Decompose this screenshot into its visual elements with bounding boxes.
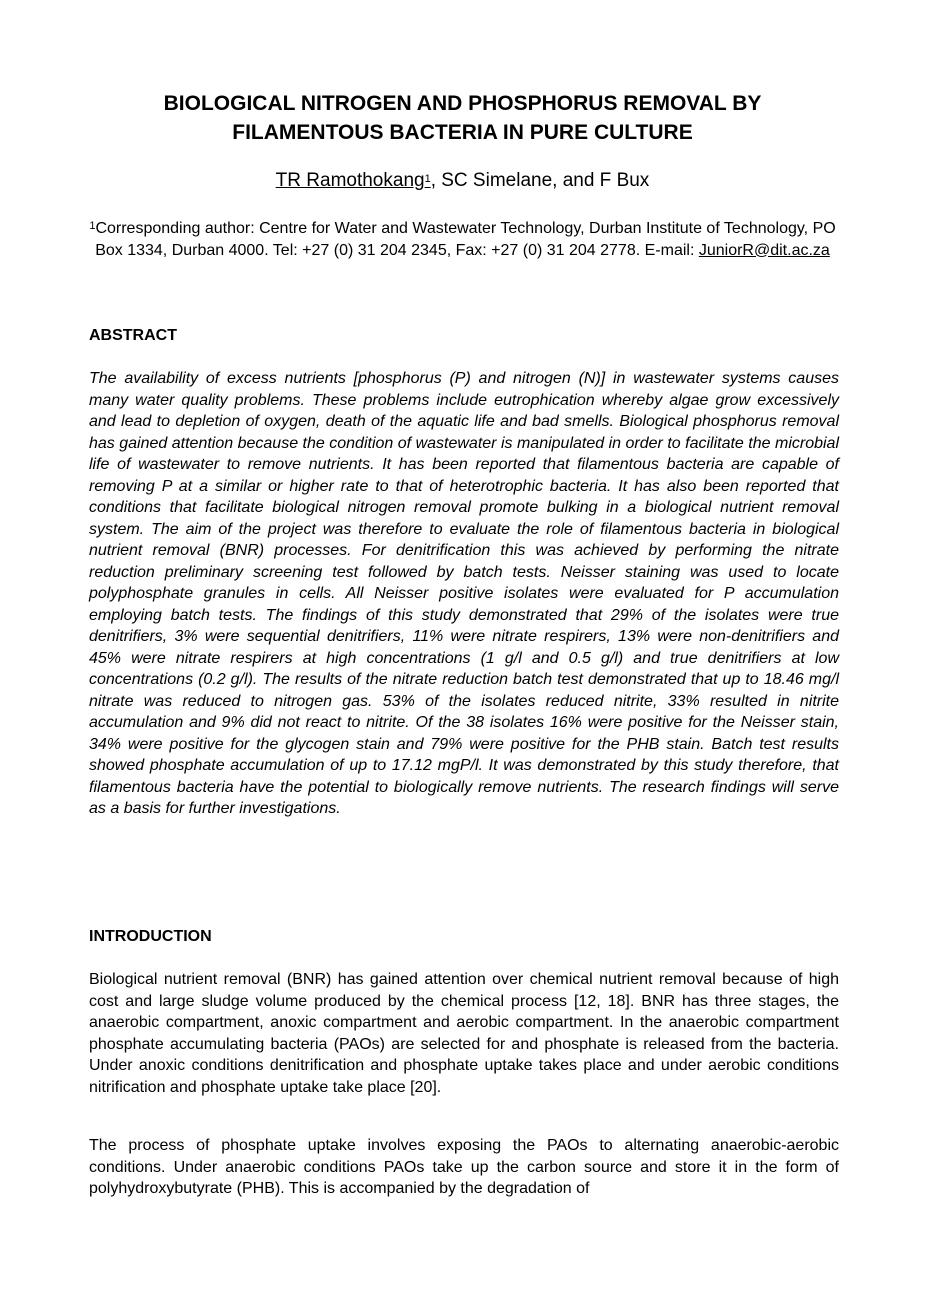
author-list — [60, 168, 865, 194]
paper-title — [60, 89, 865, 147]
affiliation — [85, 218, 840, 261]
abstract-text: The availability of excess nutrients [phosphorus (P) and nitrogen (N)] in wastewater systems causes many water quality problems. These problems include eutrophication whereby algae grow excessively and lead to depletion of oxygen, death of the aquatic life and bad smells. Biological phosphorus removal has gained attention because the condition of wastewater is manipulated in order to facilitate the microbial life of wastewater to remove nutrients. It has been reported that filamentous bacteria are capable of removing P at a similar or higher rate to that of heterotrophic bacteria. It has also been reported that conditions that facilitate biological nitrogen removal promote bulking in a biological nutrient removal system. The aim of the project was therefore to evaluate the role of filamentous bacteria in biological nutrient removal (BNR) processes. For denitrification this was achieved by performing the nitrate reduction preliminary screening test followed by batch tests. Neisser staining was used to locate polyphosphate granules in cells. All Neisser positive isolates were evaluated for P accumulation employing batch tests. The findings of this study demonstrated that 29% of the isolates were true denitrifiers, 3% were sequential denitrifiers, 11% were nitrate respirers, 13% were non-denitrifiers and 45% were nitrate respirers at high concentrations (1 g/l and 0.5 g/l) and true denitrifiers at low concentrations (0.2 g/l). The results of the nitrate reduction batch test demonstrated that up to 18.46 mg/l nitrate was reduced to nitrogen gas. 53% of the isolates reduced nitrite, 33% resulted in nitrite accumulation and 9% did not react to nitrite. Of the 38 isolates 16% were positive for the Neisser stain, 34% were positive for the glycogen stain and 79% were positive for the PHB stain. Batch test results showed phosphate accumulation of up to 17.12 mgP/l. It was demonstrated by this study therefore, that filamentous bacteria have the potential to biologically remove nutrients. The research findings will serve as a basis for further investigations. — [89, 370, 839, 817]
first-author — [276, 170, 431, 191]
affiliation-mark: 1 — [89, 220, 96, 232]
introduction-paragraph-2: The process of phosphate uptake involves exposing the PAOs to alternating anaerobic-aerobic conditions. Under anaerobic conditions PAOs take up the carbon source and store it in the form of polyhydroxybutyrate (PHB). This is accompanied by the degradation of — [89, 1137, 839, 1197]
introduction-paragraph-1: Biological nutrient removal (BNR) has gained attention over chemical nutrient removal because of high cost and large sludge volume produced by the chemical process [12, 18]. BNR has three stages, the anaerobic compartment, anoxic compartment and aerobic compartment. In the anaerobic compartment phosphate accumulating bacteria (PAOs) are selected for and phosphate is released from the bacteria. Under anoxic conditions denitrification and phosphate uptake takes place and under aerobic conditions nitrification and phosphate uptake take place [20]. — [89, 971, 839, 1096]
introduction-heading: INTRODUCTION — [89, 928, 212, 945]
email-link[interactable]: JuniorR@dit.ac.za — [698, 241, 830, 259]
first-author-name: TR Ramothokang — [275, 170, 425, 191]
other-authors: , SC Simelane, and F Bux — [430, 170, 650, 191]
affiliation-text: Corresponding author: Centre for Water and Wastewater Technology, Durban Institute of Technology, PO Box 1334, Durban 4000. Tel: +27 (0) 31 204 2345, Fax: +27 (0) 31 204 2778. E-mail: — [95, 220, 836, 259]
first-author-mark: 1 — [424, 173, 431, 185]
abstract-heading: ABSTRACT — [89, 327, 177, 344]
title-line-2: FILAMENTOUS BACTERIA IN PURE CULTURE — [232, 121, 693, 144]
title-line-1: BIOLOGICAL NITROGEN AND PHOSPHORUS REMOVAL BY — [163, 92, 762, 115]
